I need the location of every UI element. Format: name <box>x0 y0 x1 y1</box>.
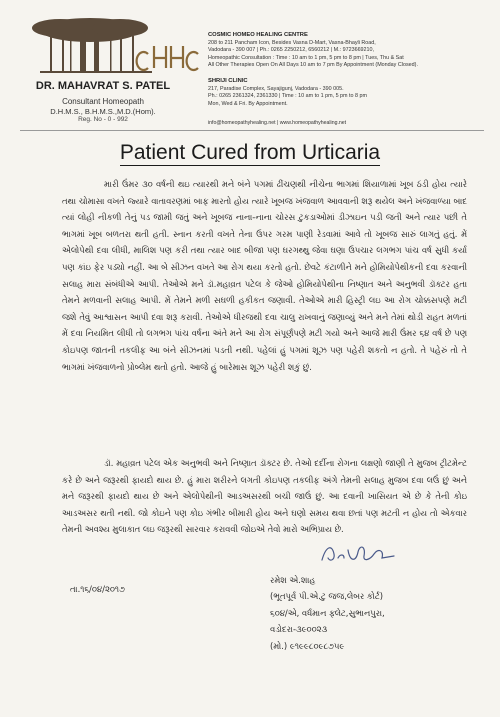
clinic-name: SHRIJI CLINIC <box>208 78 248 84</box>
clinic-line: Mon, Wed & Fri. By Appointment. <box>208 100 288 107</box>
letter-date: તા.૧૬/૦૪/૨૦૧૭ <box>70 584 125 594</box>
doctor-name: DR. MAHAVRAT S. PATEL <box>35 80 171 92</box>
testimonial-paragraph-2: ડૉ. મહાવ્રત પટેલ એક અનુભવી અને નિષ્ણાત ડૉક્ટર છે. તેઓ દર્દીના રોગના લક્ષણો જાણી તે મુજબ ટ્રીટમેન્ટ કરે છે અને જરૂરથી ફાયદો થાય છે. હું મારા શરીરને લગતી કોઇપણ તકલીફ અંગે તેમની સલાહ મુજબ દવા લઉં છું અને મને જરૂરથી ફાયદો થાય છે અને એલોપેથીની આડઅસરથી બચી જાઉં છું. આ દવાની ખાસિયત એ છે કે તેની કોઇ આડઅસર થતી નથી. જો કોઇને પણ કોઇ ગંભીર બીમારી હોય અને ઘણો સમય થવા છતાં પણ મટતી ન હોય તો એકવાર તેમની અવશ્ય મુલાકાત લઇ જરૂરથી સારવાર કરાવવી જોઇએ તેવો મારો અભિપ્રાય છે. <box>62 458 467 535</box>
clinic-line: 208 to 211 Pancham Icon, Besides Vasna D-Mart, Vasna-Bhayli Road, <box>208 39 376 46</box>
clinic-cosmic-address <box>208 32 488 70</box>
clinic-line: Homeopathic Consultation : Time : 10 am to 1 pm, 5 pm to 8 pm | Tues, Thu & Sat <box>208 54 404 61</box>
contact-line: info@homeopathyhealing.net | www.homeopathyhealing.net <box>208 120 347 126</box>
clinic-line: 217, Paradise Complex, Sayajigunj, Vadodara - 390 005. <box>208 85 344 92</box>
doctor-title: Consultant Homeopath <box>62 97 144 106</box>
registration-number: Reg. No - 0 - 992 <box>78 116 128 123</box>
signer-name: રમેશ એ.શાહ <box>270 575 316 585</box>
clinic-line: Ph.: 0265 2361324, 2361330 | Time : 10 am to 1 pm, 5 pm to 8 pm <box>208 93 368 100</box>
signer-line: વડોદરા-૩૯૦૦૨૩ <box>270 624 328 635</box>
clinic-logo <box>20 16 200 76</box>
handwritten-signature <box>318 540 398 568</box>
page-title-text: Patient Cured from Urticaria <box>119 141 381 164</box>
doctor-degrees: D.H.M.S., B.H.M.S.,M.D.(Hom). <box>50 107 156 116</box>
clinic-line: All Other Therapies Open On All Days 10 am to 7 pm By Appointment (Monday Closed). <box>208 62 418 69</box>
clinic-line: Vadodara - 390 007 | Ph.: 0265 2250212, 6560212 | M.: 9723669210, <box>208 47 375 54</box>
signer-line: ૬૦૪/એ, વર્ધમાન ફ્લેટ,સુભાનપુરા, <box>270 607 385 618</box>
clinic-shriji-address <box>208 78 488 108</box>
testimonial-paragraph-1: મારી ઉંમર ૩૦ વર્ષની થઇ ત્યારથી મને બંને પગમાં ઢીંચણથી નીચેના ભાગમાં શિયાળામાં ખૂબ ઠંડી હોય ત્યારે તથા ચોમાસા વખતે જ્યારે વાતાવરણમાં બાફ મારતો હોય ત્યારે ખૂબજ ખંજવાળ આવવાની શરૂ થયેલ અને ખંજવાળ્યા બાદ ત્યાં લોહી નીકળી તેનું પડ જામી જતું અને ખૂબજ નાના-નાના ચોરસ ટુકડાઓમાં ડીઝાઇન પડી જતી અને ત્યાર પછી તે ભાગમાં ખૂબ બળતરા થતી હતી. સ્નાન કરતી વખતે તેના ઉપર ગરમ પાણી રેડવામાં આવે તો ખૂબજ સારું લાગતું હતું. મેં એલોપેથી દવા લીધી, માલિશ પણ કરી તથા ત્યાર બાદ બીજા પણ ઘરગથ્થુ જેવા ઘણા ઉપચાર લગભગ પાંચ વર્ષ સુધી કર્યા પણ કાંઇ ફેર પડ્યો નહીં. આ બે સીઝન વખતે આ રોગ થયા કરતો હતો. છેવટે કંટાળીને મને હોમિયોપેથીકની દવા કરવાની સલાહ મારા સંબંધીએ આપી. તેઓએ મને ડૉ.મહાવ્રત પટેલ કે જેઓ હોમિયોપેથીના નિષ્ણાત અને અનુભવી ડૉક્ટર હતા તેમને મળવાની સલાહ આપી. મેં તેમને મળી સઘળી હકીકત જણાવી. તેઓએ મારી હિસ્ટ્રી લઇ આ રોગ ચોક્કસપણે મટી જશે તેવું આશ્વાસન આપી દવા શરૂ કરાવી. તેઓએ ધીરજથી દવા ચાલુ રાખવાનું જણાવ્યું અને મને તેમાં થોડી રાહત મળતાં મેં દવા નિયમિત લીધી તો લગભગ પાંચ વર્ષના અંતે મને આ રોગ સંપૂર્ણપણે મટી ગયો અને આજે મારી ઉંમર ૬૪ વર્ષ છે પણ કોઇપણ જાતની તકલીફ આ બંને સીઝનમાં પડતી નથી. પહેલાં હું પગમાં શૂઝ પણ પહેરી શકતો ન હતો. તે પહેરું તો તે ભાગમાં ખંજવાળનો પ્રોબ્લેમ થતો હતો. આજે હું બારેમાસ શૂઝ પહેરી શકું છું. <box>62 179 467 372</box>
clinic-name: COSMIC HOMEO HEALING CENTRE <box>208 32 308 38</box>
letterhead-divider <box>20 130 484 131</box>
signer-line: (મો.) ૯૧૯૯૮૦૯૮૭૫૯ <box>270 640 345 651</box>
signer-block <box>270 572 480 654</box>
signer-line: (ભૂતપૂર્વ પી.એ.ટુ જજ,લેબર કોર્ટ) <box>270 591 384 602</box>
page-title <box>0 141 500 165</box>
